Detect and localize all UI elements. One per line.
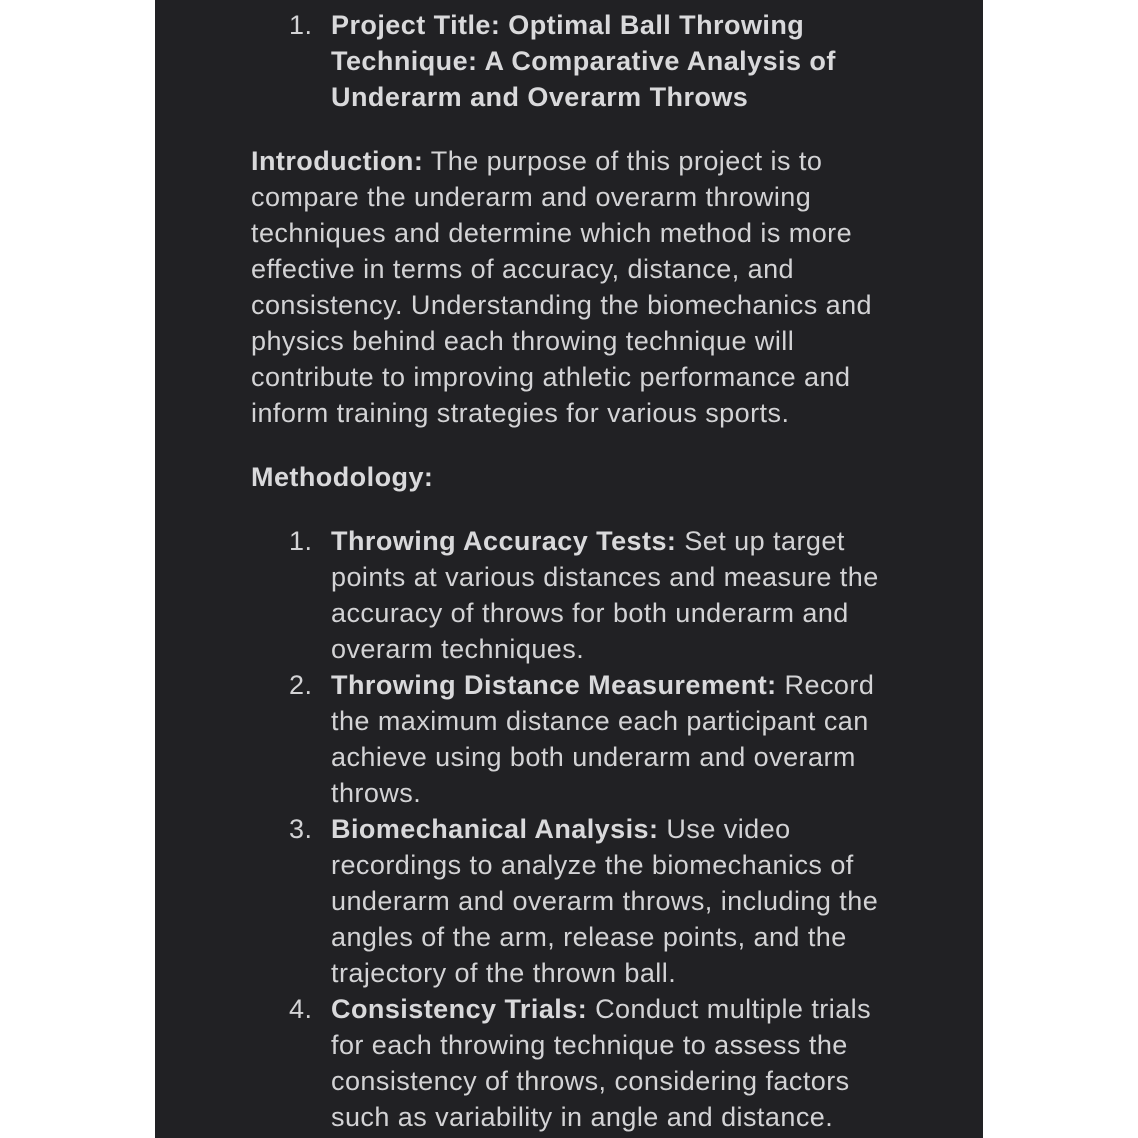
document-content (251, 7, 891, 1135)
project-title-item (251, 7, 891, 115)
list-number: 4. (289, 994, 313, 1024)
list-item (251, 991, 891, 1135)
methodology-heading: Methodology: (251, 462, 434, 492)
introduction-label: Introduction: (251, 146, 424, 176)
item-label: Throwing Distance Measurement: (331, 670, 777, 700)
document-panel (155, 0, 983, 1138)
item-label: Throwing Accuracy Tests: (331, 526, 677, 556)
item-text: Record the maximum distance each participant can achieve using both underarm and overarm throws. (331, 670, 875, 808)
introduction-paragraph (251, 143, 891, 431)
project-title-list (251, 7, 891, 115)
item-text: Set up target points at various distances and measure the accuracy of throws for both underarm and overarm techniques. (331, 526, 879, 664)
introduction-text: The purpose of this project is to compare the underarm and overarm throwing techniques and determine which method is more effective in terms of accuracy, distance, and consistency. Understanding the biomechanics and physics behind each throwing technique will contribute to improving athletic performance and inform training strategies for various sports. (251, 146, 873, 428)
list-number: 3. (289, 814, 313, 844)
list-number: 1. (289, 526, 313, 556)
item-label: Consistency Trials: (331, 994, 588, 1024)
methodology-list (251, 523, 891, 1135)
project-title: Project Title: Optimal Ball Throwing Technique: A Comparative Analysis of Underarm and Overarm Throws (331, 10, 836, 112)
list-item (251, 667, 891, 811)
item-text: Use video recordings to analyze the biomechanics of underarm and overarm throws, including the angles of the arm, release points, and the trajectory of the thrown ball. (331, 814, 879, 988)
list-item (251, 811, 891, 991)
item-label: Biomechanical Analysis: (331, 814, 659, 844)
list-number: 1. (289, 10, 313, 40)
item-text: Conduct multiple trials for each throwing technique to assess the consistency of throws, considering factors such as variability in angle and distance. (331, 994, 872, 1132)
list-number: 2. (289, 670, 313, 700)
list-item (251, 523, 891, 667)
